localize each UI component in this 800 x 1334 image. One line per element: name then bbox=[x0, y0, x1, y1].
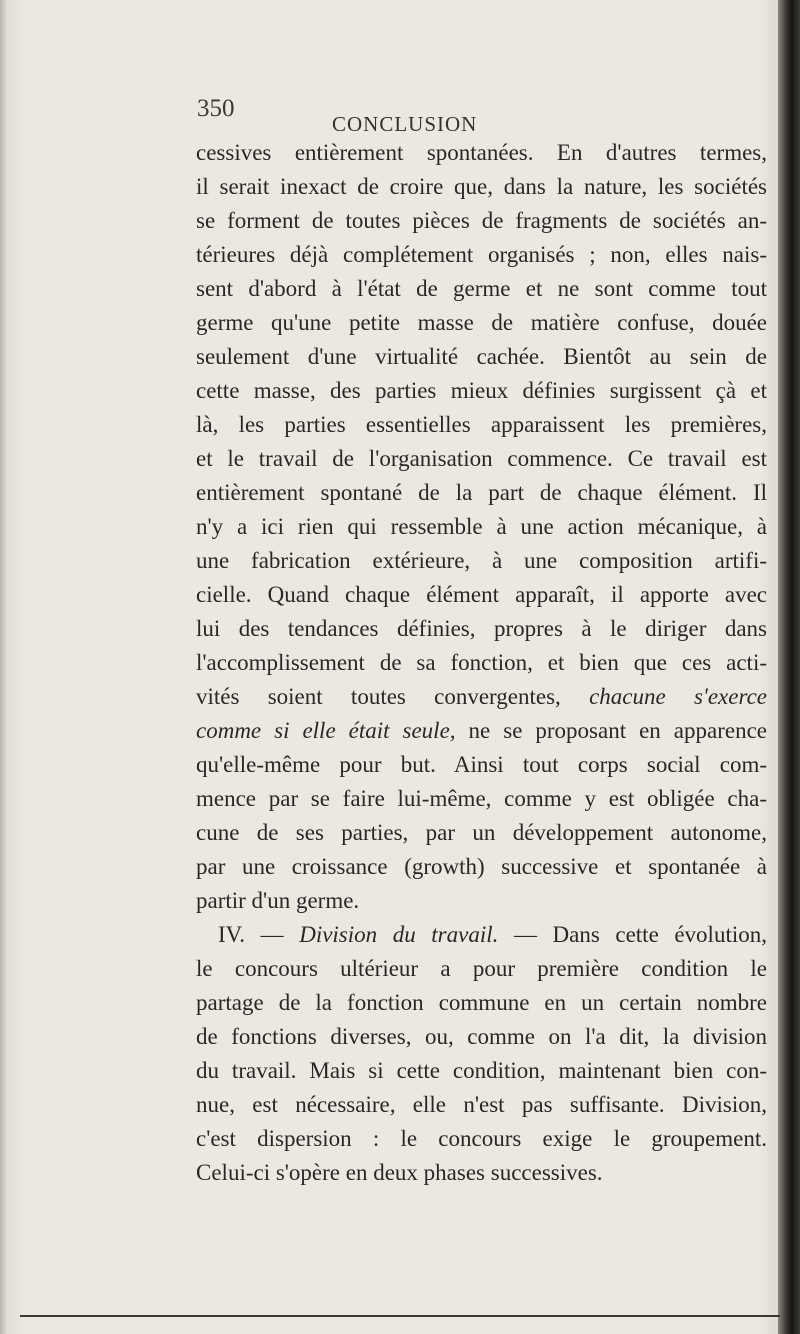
text-run: — Dans cette évolution, bbox=[498, 922, 767, 947]
running-head: CONCLUSION bbox=[332, 112, 478, 136]
page-edge-shadow bbox=[0, 0, 8, 1334]
text-line: il serait inexact de croire que, dans la nature, les sociétés bbox=[196, 174, 767, 199]
text-line: cette masse, des parties mieux définies surgissent çà et bbox=[196, 378, 767, 403]
text-line: une fabrication extérieure, à une composition artifi- bbox=[196, 548, 767, 573]
text-line: cielle. Quand chaque élément apparaît, il apporte avec bbox=[196, 582, 767, 607]
text-line: mence par se faire lui-même, comme y est obligée cha- bbox=[196, 786, 767, 811]
text-run: ne se proposant en apparence bbox=[455, 718, 767, 743]
text-line: l'accomplissement de sa fonction, et bien que ces acti- bbox=[196, 650, 767, 675]
text-run: vités soient toutes convergentes, bbox=[196, 684, 590, 709]
text-line: de fonctions diverses, ou, comme on l'a dit, la division bbox=[196, 1024, 767, 1049]
text-line: du travail. Mais si cette condition, maintenant bien con- bbox=[196, 1058, 767, 1083]
book-spine bbox=[778, 0, 800, 1334]
text-line: germe qu'une petite masse de matière confuse, douée bbox=[196, 310, 767, 335]
text-line: se forment de toutes pièces de fragments de sociétés an- bbox=[196, 208, 767, 233]
section-title: Division du travail. bbox=[299, 922, 499, 947]
text-line: lui des tendances définies, propres à le diriger dans bbox=[196, 616, 767, 641]
page-bottom-edge bbox=[20, 1315, 780, 1317]
text-line bbox=[196, 714, 767, 748]
text-line bbox=[196, 680, 767, 714]
text-line: entièrement spontané de la part de chaque élément. Il bbox=[196, 480, 767, 505]
text-line: le concours ultérieur a pour première condition le bbox=[196, 956, 767, 981]
text-line: partir d'un germe. bbox=[196, 888, 360, 913]
text-line: qu'elle-même pour but. Ainsi tout corps social com- bbox=[196, 752, 767, 777]
text-line: n'y a ici rien qui ressemble à une action mécanique, à bbox=[196, 514, 767, 539]
text-line: partage de la fonction commune en un certain nombre bbox=[196, 990, 767, 1015]
text-line: Celui-ci s'opère en deux phases successives. bbox=[196, 1160, 603, 1185]
italic-run: chacune s'exerce bbox=[589, 684, 767, 709]
text-line: par une croissance (growth) successive et spontanée à bbox=[196, 854, 767, 879]
page-number: 350 bbox=[197, 95, 235, 122]
text-line: cessives entièrement spontanées. En d'autres termes, bbox=[196, 140, 767, 165]
text-line: sent d'abord à l'état de germe et ne sont comme tout bbox=[196, 276, 767, 301]
text-line: et le travail de l'organisation commence. Ce travail est bbox=[196, 446, 767, 471]
section-number: IV. — bbox=[218, 922, 300, 947]
text-line: là, les parties essentielles apparaissent les premières, bbox=[196, 412, 767, 437]
text-line: nue, est nécessaire, elle n'est pas suffisante. Division, bbox=[196, 1092, 767, 1117]
text-line: c'est dispersion : le concours exige le groupement. bbox=[196, 1126, 767, 1151]
text-line: térieures déjà complétement organisés ; non, elles nais- bbox=[196, 242, 767, 267]
text-line: seulement d'une virtualité cachée. Bientôt au sein de bbox=[196, 344, 767, 369]
section-heading-line bbox=[196, 918, 767, 952]
text-line: cune de ses parties, par un développement autonome, bbox=[196, 820, 767, 845]
body-text bbox=[196, 136, 767, 1190]
italic-run: comme si elle était seule, bbox=[196, 718, 456, 743]
